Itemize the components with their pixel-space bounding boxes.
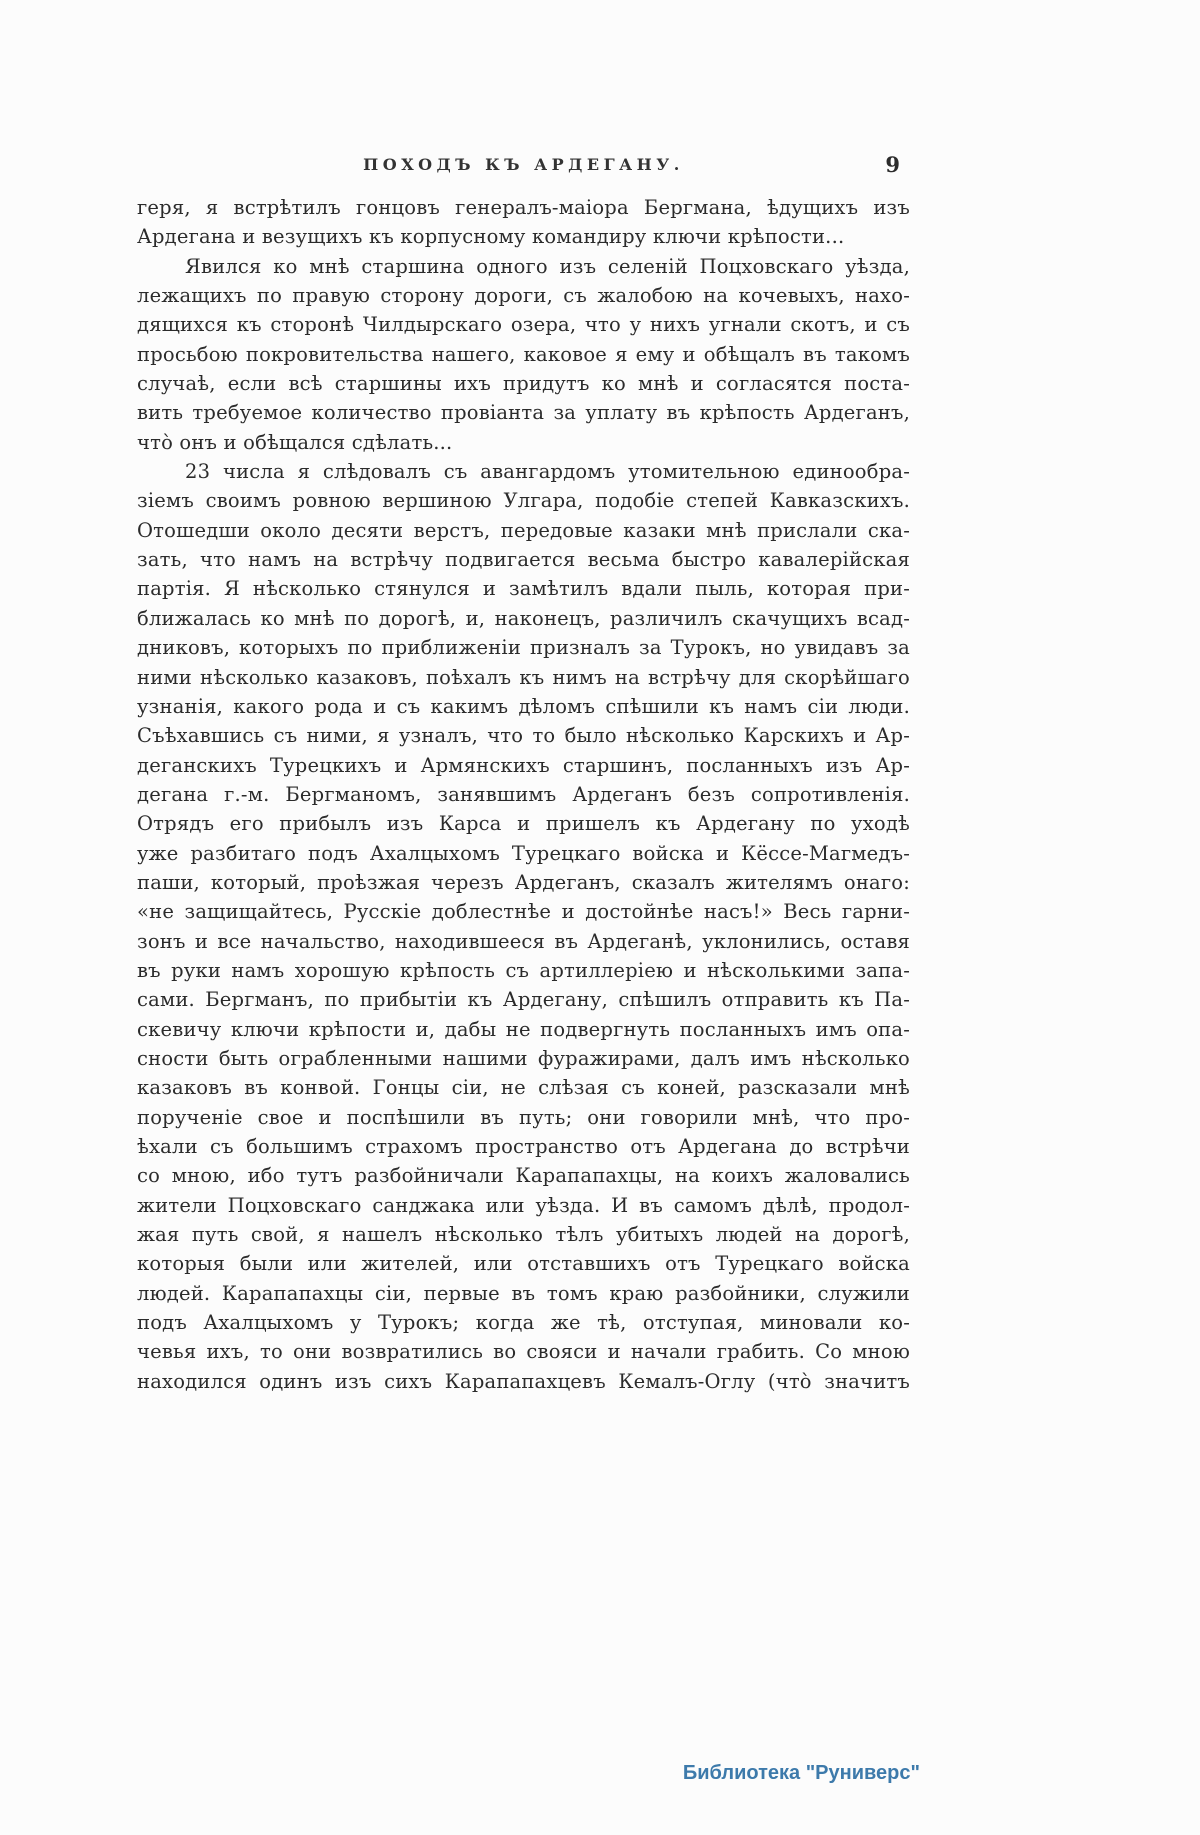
- text-line: Съѣхавшись съ ними, я узналъ, что то было нѣсколько Карскихъ и Ар-: [137, 724, 910, 748]
- text-line: уже разбитаго подъ Ахалцыхомъ Турецкаго войска и Кёссе-Магмедъ-: [137, 841, 910, 865]
- text-line: скевичу ключи крѣпости и, дабы не подвергнуть посланныхъ имъ опа-: [137, 1017, 910, 1041]
- text-line: узнанія, какого рода и съ какимъ дѣломъ спѣшили къ намъ сіи люди.: [137, 694, 910, 718]
- text-line: въ руки намъ хорошую крѣпость съ артиллеріею и нѣсколькими запа-: [137, 958, 910, 982]
- text-line: просьбою покровительства нашего, каковое я ему и обѣщалъ въ такомъ: [137, 342, 910, 366]
- text-line: зать, что намъ на встрѣчу подвигается весьма быстро кавалерійская: [137, 548, 910, 572]
- text-line: сами. Бергманъ, по прибытіи къ Ардегану, спѣшилъ отправить къ Па-: [137, 988, 910, 1012]
- text-line: вить требуемое количество провіанта за уплату въ крѣпость Ардеганъ,: [137, 401, 910, 425]
- text-line: Отошедши около десяти верстъ, передовые казаки мнѣ прислали ска-: [137, 518, 910, 542]
- text-line: со мною, ибо тутъ разбойничали Карапапахцы, на коихъ жаловались: [137, 1164, 910, 1188]
- text-line: случаѣ, если всѣ старшины ихъ придутъ ко мнѣ и согласятся поста-: [137, 372, 910, 396]
- text-line: ними нѣсколько казаковъ, поѣхалъ къ нимъ на встрѣчу для скорѣйшаго: [137, 665, 910, 689]
- text-line: находился одинъ изъ сихъ Карапапахцевъ Кемалъ-Оглу (что̀ значитъ: [137, 1369, 910, 1393]
- text-line: которыя были или жителей, или отставшихъ отъ Турецкаго войска: [137, 1252, 910, 1276]
- running-title: ПОХОДЪ КЪ АРДЕГАНУ.: [363, 155, 684, 174]
- text-line: паши, который, проѣзжая черезъ Ардеганъ, сказалъ жителямъ онаго:: [137, 870, 910, 894]
- text-line: что̀ онъ и обѣщался сдѣлать...: [137, 430, 453, 454]
- text-line: подъ Ахалцыхомъ у Турокъ; когда же тѣ, отступая, миновали ко-: [137, 1311, 910, 1335]
- paragraph: [137, 252, 910, 457]
- text-line: ближалась ко мнѣ по дорогѣ, и, наконецъ, различилъ скачущихъ всад-: [137, 606, 910, 630]
- text-line: зонъ и все начальство, находившееся въ Ардеганѣ, уклонились, оставя: [137, 929, 910, 953]
- text-line: жители Поцховскаго санджака или уѣзда. И въ самомъ дѣлѣ, продол-: [137, 1193, 910, 1217]
- text-line: 23 числа я слѣдовалъ съ авангардомъ утомительною единообра-: [185, 460, 910, 484]
- text-line: деганскихъ Турецкихъ и Армянскихъ старшинъ, посланныхъ изъ Ар-: [137, 753, 910, 777]
- text-line: дегана г.-м. Бергманомъ, занявшимъ Ардеганъ безъ сопротивленія.: [137, 782, 910, 806]
- page-header: [137, 152, 910, 181]
- text-line: дниковъ, которыхъ по приближеніи призналъ за Турокъ, но увидавъ за: [137, 636, 910, 660]
- text-line: жая путь свой, я нашелъ нѣсколько тѣлъ убитыхъ людей на дорогѣ,: [137, 1223, 910, 1247]
- text-line: лежащихъ по правую сторону дороги, съ жалобою на кочевыхъ, нахо-: [137, 284, 910, 308]
- text-line: партія. Я нѣсколько стянулся и замѣтилъ вдали пыль, которая при-: [137, 577, 910, 601]
- text-line: Отрядъ его прибылъ изъ Карса и пришелъ къ Ардегану по уходѣ: [137, 812, 910, 836]
- text-line: ѣхали съ большимъ страхомъ пространство отъ Ардегана до встрѣчи: [137, 1135, 910, 1158]
- paragraph: [137, 193, 910, 252]
- text-line: людей. Карапапахцы сіи, первые въ томъ краю разбойники, служили: [137, 1281, 910, 1305]
- text-line: Явился ко мнѣ старшина одного изъ селеній Поцховскаго уѣзда,: [185, 254, 910, 278]
- text-line: «не защищайтесь, Русскіе доблестнѣе и достойнѣе насъ!» Весь гарни-: [137, 900, 910, 924]
- text-line: чевья ихъ, то они возвратились во свояси и начали грабить. Со мною: [137, 1340, 910, 1364]
- text-line: геря, я встрѣтилъ гонцовъ генералъ-маіора Бергмана, ѣдущихъ изъ: [137, 196, 910, 219]
- text-line: зіемъ своимъ ровною вершиною Улгара, подобіе степей Кавказскихъ.: [137, 489, 910, 513]
- text-line: сности быть ограбленными нашими фуражирами, далъ имъ нѣсколько: [137, 1046, 910, 1070]
- text-block: [137, 193, 910, 1396]
- paragraph: [137, 457, 910, 1396]
- text-line: порученіе свое и поспѣшили въ путь; они говорили мнѣ, что про-: [137, 1105, 910, 1129]
- text-line: казаковъ въ конвой. Гонцы сіи, не слѣзая съ коней, разсказали мнѣ: [137, 1076, 910, 1100]
- text-line: дящихся къ сторонѣ Чилдырскаго озера, что у нихъ угнали скотъ, и съ: [137, 313, 910, 337]
- library-watermark: Библиотека "Руниверс": [682, 1762, 920, 1784]
- page-number: 9: [885, 152, 900, 177]
- text-line: Ардегана и везущихъ къ корпусному командиру ключи крѣпости...: [137, 225, 845, 249]
